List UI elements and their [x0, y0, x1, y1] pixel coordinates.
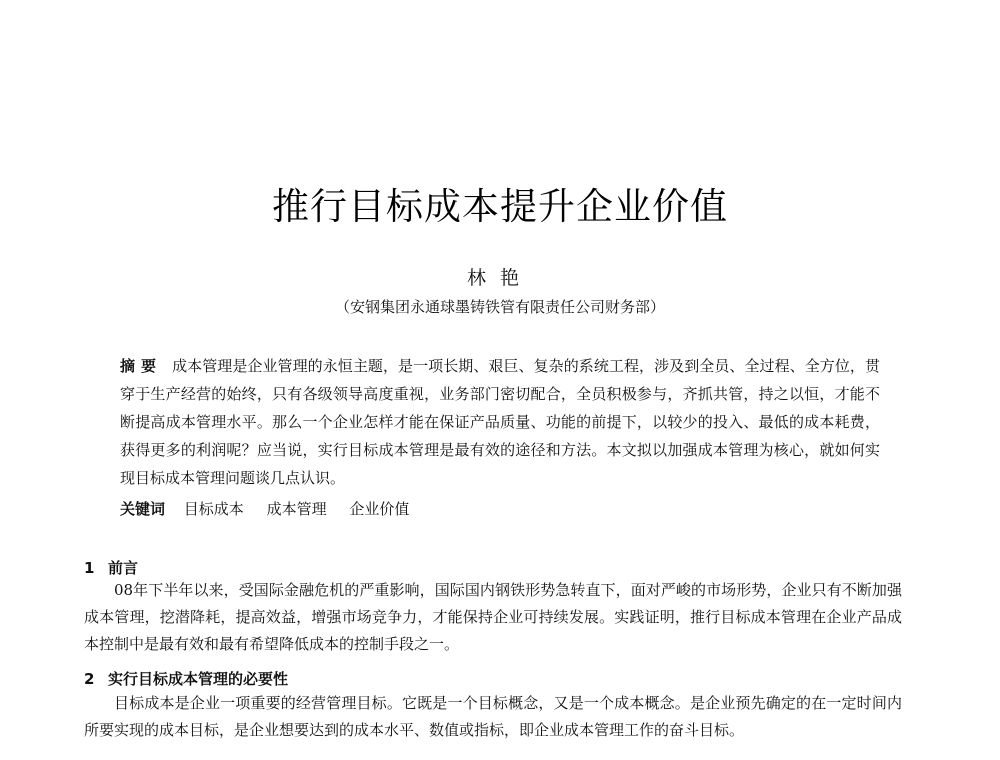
article-title: 推行目标成本提升企业价值	[272, 185, 728, 228]
abstract	[120, 352, 880, 492]
abstract-text: 成本管理是企业管理的永恒主题，是一项长期、艰巨、复杂的系统工程，涉及到全员、全过程、全方位，贯穿于生产经营的始终，只有各级领导高度重视，业务部门密切配合，全员积极参与，齐抓共管，持之以恒，才能不断提高成本管理水平。那么一个企业怎样才能在保证产品质量、功能的前提下，以较少的投入、最低的成本耗费，获得更多的利润呢？应当说，实行目标成本管理是最有效的途径和方法。本文拟以加强成本管理为核心，就如何实现目标成本管理问题谈几点认识。	[120, 357, 880, 487]
keyword-item: 目标成本	[183, 500, 244, 518]
section-number: 2	[84, 670, 95, 688]
keyword-item: 企业价值	[349, 500, 410, 518]
author-affiliation: （安钢集团永通球墨铸铁管有限责任公司财务部）	[334, 298, 665, 316]
abstract-label: 摘要	[120, 357, 163, 375]
section-title: 前言	[108, 559, 139, 577]
section-paragraph: 08年下半年以来，受国际金融危机的严重影响，国际国内钢铁形势急转直下，面对严峻的市场形势，企业只有不断加强成本管理，挖潜降耗，提高效益，增强市场竞争力，才能保持企业可持续发展。实践证明，推行目标成本管理在企业产品成本控制中是最有效和最有希望降低成本的控制手段之一。	[84, 581, 902, 653]
section-number: 1	[84, 559, 95, 577]
author-name: 林艳	[466, 267, 533, 289]
section-heading	[84, 557, 138, 578]
section-paragraph: 目标成本是企业一项重要的经营管理目标。它既是一个目标概念，又是一个成本概念。是企业预先确定的在一定时间内所要实现的成本目标，是企业想要达到的成本水平、数值或指标，即企业成本管理工作的奋斗目标。	[84, 694, 902, 739]
section-title: 实行目标成本管理的必要性	[108, 670, 289, 688]
section-heading	[84, 668, 288, 689]
keywords-label: 关键词	[120, 500, 166, 518]
keyword-item: 成本管理	[266, 500, 327, 518]
keywords	[120, 498, 880, 519]
